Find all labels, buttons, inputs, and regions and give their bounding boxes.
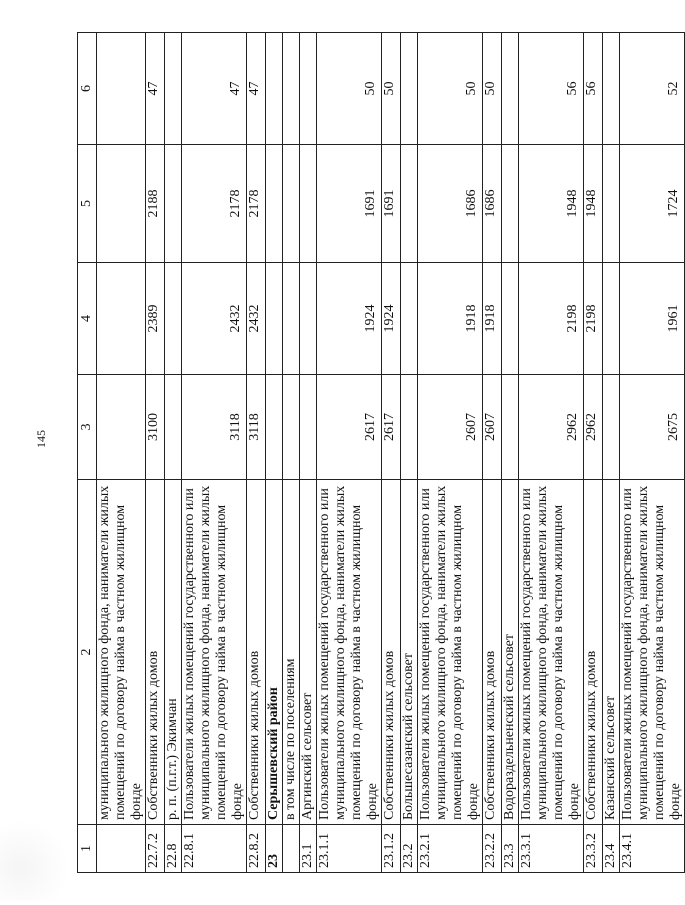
table-row (247, 33, 266, 873)
row-code-cell: 22.8.1 (182, 825, 247, 873)
row-value-cell: 1686 (483, 145, 502, 263)
row-name-cell: Собственники жилых домов (382, 480, 401, 825)
row-value-cell: 2389 (146, 263, 165, 375)
row-code-cell: 23.3.1 (519, 825, 584, 873)
table-row (401, 33, 418, 873)
table-row (382, 33, 401, 873)
row-value-cell: 2962 (519, 375, 584, 480)
table-body (97, 33, 685, 873)
row-name-cell: Серышевский район (266, 480, 283, 825)
header-cell: 1 (78, 825, 97, 873)
row-value-cell: 50 (382, 33, 401, 145)
row-value-cell (165, 375, 182, 480)
row-value-cell (283, 33, 300, 145)
row-value-cell: 50 (418, 33, 483, 145)
row-value-cell (266, 375, 283, 480)
row-value-cell: 47 (247, 33, 266, 145)
row-value-cell (165, 33, 182, 145)
row-name-cell: Собственники жилых домов (247, 480, 266, 825)
row-name-cell: Казанский сельсовет (603, 480, 620, 825)
page-number-text: 145 (34, 430, 48, 448)
row-value-cell (300, 145, 317, 263)
scan-noise (0, 820, 70, 900)
row-code-cell: 23.2.1 (418, 825, 483, 873)
row-value-cell (603, 375, 620, 480)
table-row (418, 33, 483, 873)
tariff-table (77, 32, 685, 873)
row-value-cell (603, 33, 620, 145)
row-value-cell: 50 (317, 33, 382, 145)
row-value-cell: 47 (146, 33, 165, 145)
row-code-cell: 23 (266, 825, 283, 873)
row-code-cell (97, 825, 146, 873)
row-value-cell: 2675 (620, 375, 685, 480)
row-name-cell: в том числе по поселениям (283, 480, 300, 825)
row-value-cell (502, 375, 519, 480)
row-code-cell: 23.4 (603, 825, 620, 873)
row-value-cell (97, 33, 146, 145)
table-row (483, 33, 502, 873)
row-value-cell: 47 (182, 33, 247, 145)
row-value-cell: 2617 (317, 375, 382, 480)
table-row (165, 33, 182, 873)
row-value-cell (603, 145, 620, 263)
row-code-cell: 23.1.1 (317, 825, 382, 873)
row-value-cell (300, 33, 317, 145)
row-value-cell: 1924 (317, 263, 382, 375)
row-value-cell: 1686 (418, 145, 483, 263)
row-value-cell (502, 145, 519, 263)
row-value-cell (502, 33, 519, 145)
table-row (603, 33, 620, 873)
row-code-cell: 23.1.2 (382, 825, 401, 873)
row-code-cell (283, 825, 300, 873)
table-row (300, 33, 317, 873)
page-number (34, 430, 48, 449)
header-cell: 6 (78, 33, 97, 145)
row-value-cell: 1918 (418, 263, 483, 375)
row-code-cell: 23.3 (502, 825, 519, 873)
table-row (182, 33, 247, 873)
row-value-cell (266, 33, 283, 145)
row-name-cell: Собственники жилых домов (146, 480, 165, 825)
row-value-cell: 2962 (584, 375, 603, 480)
row-value-cell: 2432 (182, 263, 247, 375)
row-value-cell: 2178 (182, 145, 247, 263)
row-code-cell: 23.2 (401, 825, 418, 873)
row-value-cell: 52 (620, 33, 685, 145)
row-value-cell (300, 263, 317, 375)
row-code-cell: 23.4.1 (620, 825, 685, 873)
row-value-cell (97, 145, 146, 263)
table-row (502, 33, 519, 873)
row-value-cell (266, 263, 283, 375)
row-value-cell (401, 145, 418, 263)
row-value-cell: 1691 (382, 145, 401, 263)
header-cell: 5 (78, 145, 97, 263)
row-name-cell: Аргинский сельсовет (300, 480, 317, 825)
table-row (97, 33, 146, 873)
row-name-cell: Собственники жилых домов (584, 480, 603, 825)
table-row (317, 33, 382, 873)
row-value-cell (300, 375, 317, 480)
row-value-cell: 1691 (317, 145, 382, 263)
row-value-cell: 1961 (620, 263, 685, 375)
table-row (283, 33, 300, 873)
row-value-cell: 56 (519, 33, 584, 145)
row-value-cell: 2188 (146, 145, 165, 263)
row-value-cell: 50 (483, 33, 502, 145)
header-cell: 3 (78, 375, 97, 480)
rotated-table-container (77, 33, 683, 873)
row-name-cell: Пользователи жилых помещений государственного или муниципального жилищного фонда, наниматели жилых помещений по договору найма в частном жилищном фонде (519, 480, 584, 825)
row-code-cell: 22.8 (165, 825, 182, 873)
row-name-cell: Пользователи жилых помещений государственного или муниципального жилищного фонда, наниматели жилых помещений по договору найма в частном жилищном фонде (620, 480, 685, 825)
row-value-cell (401, 375, 418, 480)
row-name-cell: Пользователи жилых помещений государственного или муниципального жилищного фонда, наниматели жилых помещений по договору найма в частном жилищном фонде (418, 480, 483, 825)
row-name-cell: Водораздельненский сельсовет (502, 480, 519, 825)
row-name-cell: Пользователи жилых помещений государственного или муниципального жилищного фонда, наниматели жилых помещений по договору найма в частном жилищном фонде (317, 480, 382, 825)
row-value-cell: 2198 (584, 263, 603, 375)
row-value-cell: 1924 (382, 263, 401, 375)
row-value-cell (283, 263, 300, 375)
row-name-cell: Собственники жилых домов (483, 480, 502, 825)
row-value-cell: 1724 (620, 145, 685, 263)
row-value-cell (603, 263, 620, 375)
row-value-cell (165, 263, 182, 375)
row-value-cell (283, 375, 300, 480)
row-value-cell (97, 375, 146, 480)
row-value-cell (165, 145, 182, 263)
row-value-cell: 3118 (247, 375, 266, 480)
row-value-cell: 1948 (519, 145, 584, 263)
row-value-cell: 2432 (247, 263, 266, 375)
row-value-cell (401, 33, 418, 145)
table-row (519, 33, 584, 873)
table-row (620, 33, 685, 873)
header-cell: 4 (78, 263, 97, 375)
header-row (78, 33, 97, 873)
header-cell: 2 (78, 480, 97, 825)
row-value-cell: 2617 (382, 375, 401, 480)
row-value-cell (401, 263, 418, 375)
row-value-cell (97, 263, 146, 375)
row-value-cell: 1948 (584, 145, 603, 263)
table-row (146, 33, 165, 873)
table-row (584, 33, 603, 873)
row-value-cell: 2198 (519, 263, 584, 375)
row-value-cell: 56 (584, 33, 603, 145)
row-value-cell: 2607 (418, 375, 483, 480)
row-value-cell: 2178 (247, 145, 266, 263)
row-name-cell: Большесазанский сельсовет (401, 480, 418, 825)
row-code-cell: 23.1 (300, 825, 317, 873)
row-code-cell: 23.2.2 (483, 825, 502, 873)
row-value-cell: 2607 (483, 375, 502, 480)
row-value-cell (283, 145, 300, 263)
row-name-cell: муниципального жилищного фонда, наниматели жилых помещений по договору найма в частном жилищном фонде (97, 480, 146, 825)
row-code-cell: 22.8.2 (247, 825, 266, 873)
row-value-cell: 3118 (182, 375, 247, 480)
row-value-cell: 3100 (146, 375, 165, 480)
row-code-cell: 23.3.2 (584, 825, 603, 873)
row-value-cell (502, 263, 519, 375)
table-row (266, 33, 283, 873)
row-name-cell: Пользователи жилых помещений государственного или муниципального жилищного фонда, наниматели жилых помещений по договору найма в частном жилищном фонде (182, 480, 247, 825)
row-code-cell: 22.7.2 (146, 825, 165, 873)
row-value-cell: 1918 (483, 263, 502, 375)
row-name-cell: р. п. (п.г.т.) Экимчан (165, 480, 182, 825)
row-value-cell (266, 145, 283, 263)
